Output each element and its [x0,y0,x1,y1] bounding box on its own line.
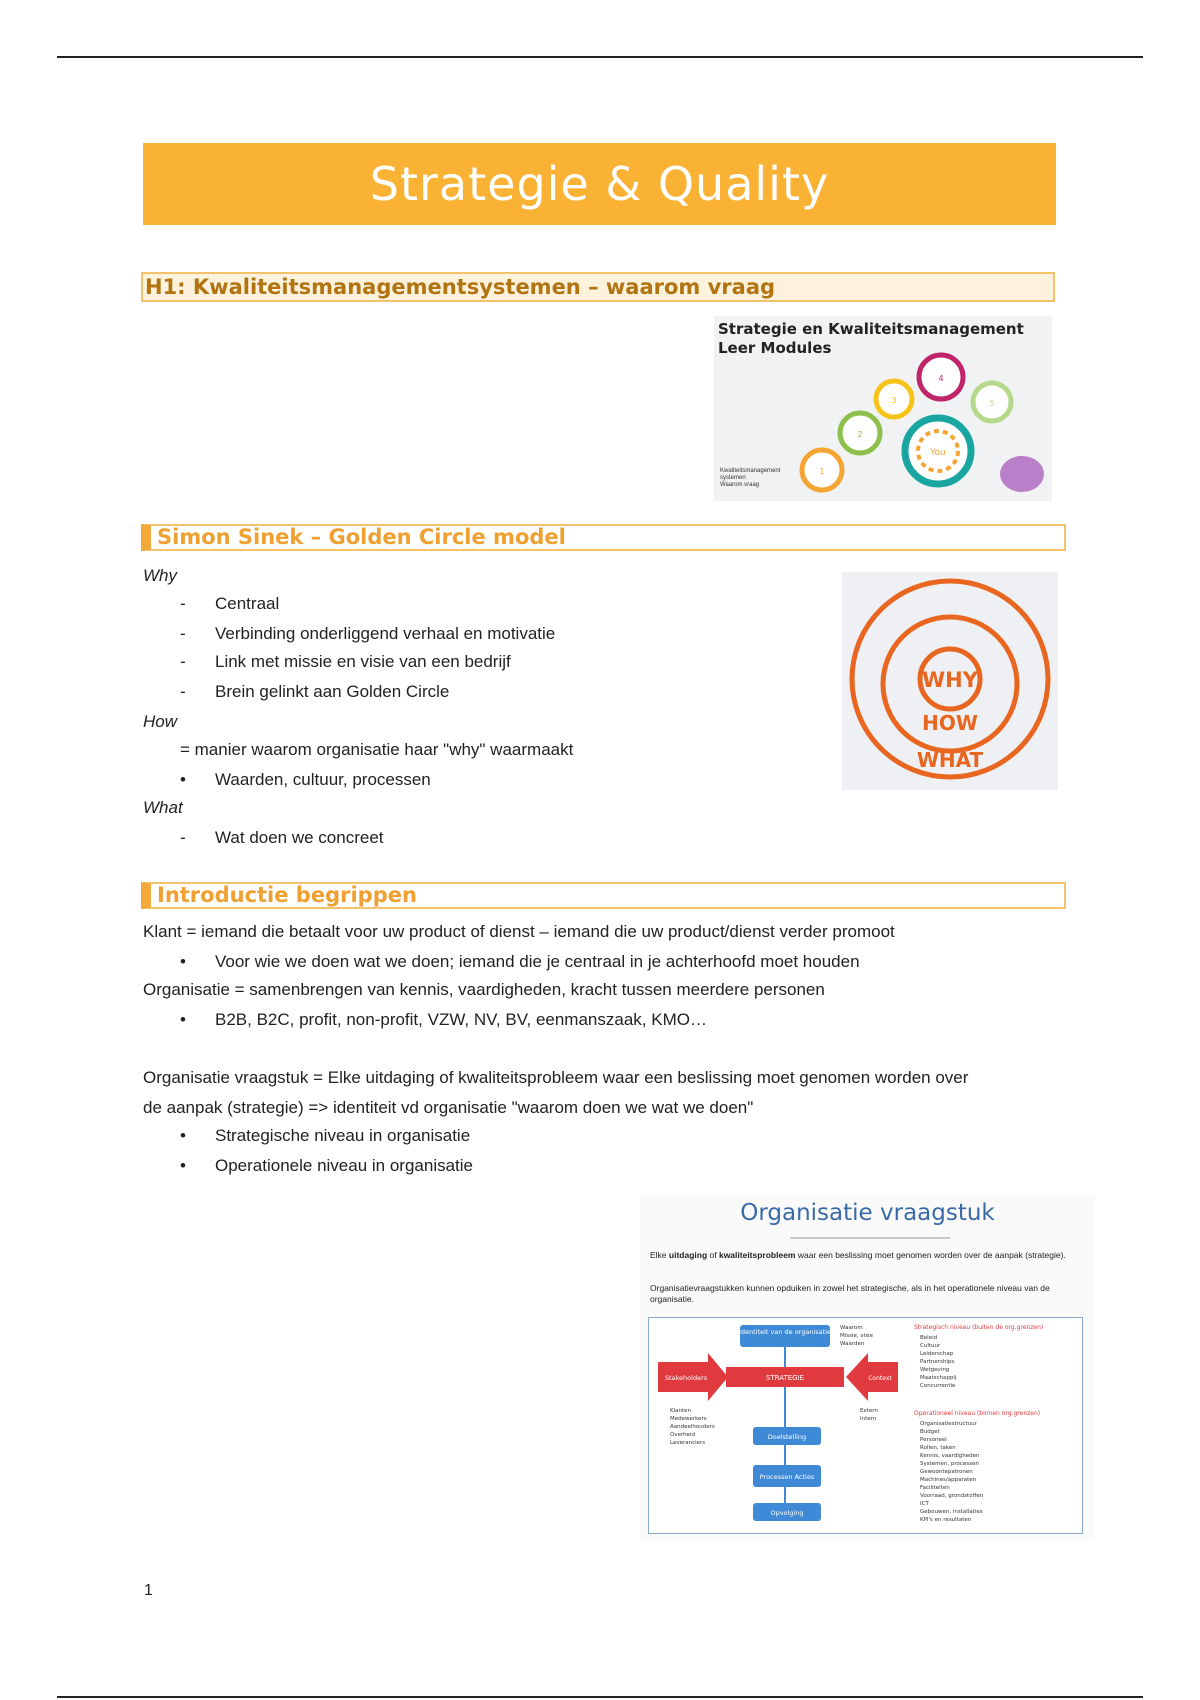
svg-text:Opvolging: Opvolging [770,1509,804,1517]
svg-text:4: 4 [938,374,944,383]
svg-text:Machines/apparaten: Machines/apparaten [920,1477,977,1483]
svg-text:Doelstelling: Doelstelling [767,1433,807,1441]
how-label: How [143,712,178,731]
bullet-marker: • [180,770,186,789]
svg-text:Leveranciers: Leveranciers [670,1440,706,1446]
what-item: Wat doen we concreet [215,828,384,847]
dash-marker: - [180,682,186,701]
vraagstuk-item: Operationele niveau in organisatie [215,1156,474,1175]
svg-text:Waarom: Waarom [840,1325,863,1331]
bullet-marker: • [180,1010,186,1029]
how-definition: = manier waarom organisatie haar "why" waarmaakt [180,740,574,759]
svg-text:Maatschappij: Maatschappij [920,1375,957,1381]
brain-icon [1000,456,1044,492]
svg-text:Organisatiestructuur: Organisatiestructuur [920,1421,977,1427]
bubble-2 [840,413,880,453]
svg-text:Gewoontepatronen: Gewoontepatronen [920,1469,973,1475]
svg-text:Rollen, taken: Rollen, taken [920,1445,956,1451]
svg-text:Systemen, processen: Systemen, processen [920,1461,979,1467]
svg-text:Context: Context [868,1375,892,1382]
svg-text:You: You [930,448,946,458]
modules-image-title: Strategie en Kwaliteitsmanagement Leer Modules [718,320,1024,357]
svg-text:Gebouwen, installaties: Gebouwen, installaties [920,1509,983,1515]
what-label: What [143,798,183,817]
klant-item: Voor wie we doen wat we doen; iemand die je centraal in je achterhoofd moet houden [215,952,860,971]
organisatie-item: B2B, B2C, profit, non-profit, VZW, NV, BV, eenmanszaak, KMO… [215,1010,707,1029]
intro-heading: Introductie begrippen [141,882,1066,909]
svg-text:Overheid: Overheid [670,1432,696,1438]
vraagstuk-definition-line2: de aanpak (strategie) => identiteit vd organisatie "waarom doen we wat we doen" [143,1098,754,1117]
svg-text:Partnerships: Partnerships [920,1359,955,1365]
svg-text:Kennis, vaardigheden: Kennis, vaardigheden [920,1453,980,1459]
circle-how-label: HOW [922,711,978,735]
why-label: Why [143,566,177,585]
svg-text:Leiderschap: Leiderschap [920,1351,954,1357]
svg-text:Identiteit van de organisatie: Identiteit van de organisatie [739,1328,831,1336]
svg-text:Waarden: Waarden [840,1341,865,1347]
klant-definition: Klant = iemand die betaalt voor uw product of dienst – iemand die uw product/dienst verder promoot [143,922,895,941]
circle-what-label: WHAT [916,748,984,772]
how-item: Waarden, cultuur, processen [215,770,431,789]
svg-text:5: 5 [989,399,995,408]
circle-why-label: WHY [922,668,978,692]
bubble-5 [973,383,1011,421]
svg-text:Personeel: Personeel [920,1437,947,1443]
svg-text:Cultuur: Cultuur [920,1343,941,1349]
chapter-heading: H1: Kwaliteitsmanagementsystemen – waarom vraag [141,272,1055,302]
dash-marker: - [180,828,186,847]
slide-title: Organisatie vraagstuk [740,1200,995,1226]
svg-text:Faciliteiten: Faciliteiten [920,1485,950,1491]
dash-marker: - [180,624,186,643]
why-item: Centraal [215,594,280,613]
bottom-rule [57,1696,1143,1698]
slide-title-underline [790,1237,950,1239]
bubble-1 [802,450,842,490]
why-item: Brein gelinkt aan Golden Circle [215,682,450,701]
svg-text:KPI's en resultaten: KPI's en resultaten [920,1517,972,1523]
modules-image [714,316,1052,501]
document-title: Strategie & Quality [143,143,1056,225]
bullet-marker: • [180,1126,186,1145]
why-item: Verbinding onderliggend verhaal en motivatie [215,624,556,643]
slide-paragraph-1: Elke uitdaging of kwaliteitsprobleem waar een beslissing moet genomen worden over de aanpak (strategie). [650,1250,1066,1260]
dash-marker: - [180,594,186,613]
svg-text:Stakeholders: Stakeholders [664,1374,708,1382]
bubble-4 [919,355,963,399]
svg-text:STRATEGIE: STRATEGIE [765,1374,805,1382]
svg-text:Wetgeving: Wetgeving [920,1367,950,1373]
svg-text:Aandeelhouders: Aandeelhouders [670,1424,715,1430]
bullet-marker: • [180,1156,186,1175]
svg-text:Concurrentie: Concurrentie [920,1383,956,1389]
svg-text:Missie, visie: Missie, visie [840,1333,873,1339]
org-vraagstuk-slide [640,1195,1095,1540]
page-number: 1 [144,1582,153,1599]
svg-text:Beleid: Beleid [920,1335,938,1341]
bullet-marker: • [180,952,186,971]
bubble-3 [876,381,912,417]
golden-circle-graphic [842,572,1058,790]
slide-strategy-diagram [648,1317,1088,1535]
organisatie-definition: Organisatie = samenbrengen van kennis, vaardigheden, kracht tussen meerdere personen [143,980,825,999]
svg-text:1: 1 [819,467,825,476]
svg-text:Extern: Extern [860,1408,878,1414]
svg-text:Intern: Intern [860,1416,877,1422]
golden-circle-image [842,572,1058,790]
operational-heading: Operationeel niveau (binnen org.grenzen) [914,1410,1041,1417]
svg-text:Klanten: Klanten [670,1408,692,1414]
vraagstuk-definition-line1: Organisatie vraagstuk = Elke uitdaging of kwaliteitsprobleem waar een beslissing moet genomen worden over [143,1068,969,1087]
center-bubble [905,418,971,484]
svg-text:Processen Acties: Processen Acties [759,1473,815,1481]
golden-circle-heading: Simon Sinek – Golden Circle model [141,524,1066,551]
svg-text:Voorraad, grondstoffen: Voorraad, grondstoffen [920,1493,984,1499]
svg-text:ICT: ICT [920,1501,929,1507]
strategic-heading: Strategisch niveau (buiten de org.grenzen) [914,1324,1044,1331]
svg-text:Budget: Budget [920,1429,940,1435]
top-rule [57,56,1143,58]
slide-paragraph-2: Organisatievraagstukken kunnen opduiken in zowel het strategische, als in het operationele niveau van de organisatie. [650,1283,1050,1304]
modules-image-caption: Kwaliteitsmanagement systemen Waarom vraag [720,468,781,488]
why-item: Link met missie en visie van een bedrijf [215,652,511,671]
vraagstuk-item: Strategische niveau in organisatie [215,1126,471,1145]
svg-text:2: 2 [857,430,863,439]
svg-text:Medewerkers: Medewerkers [670,1416,707,1422]
svg-text:3: 3 [891,396,897,405]
dash-marker: - [180,652,186,671]
